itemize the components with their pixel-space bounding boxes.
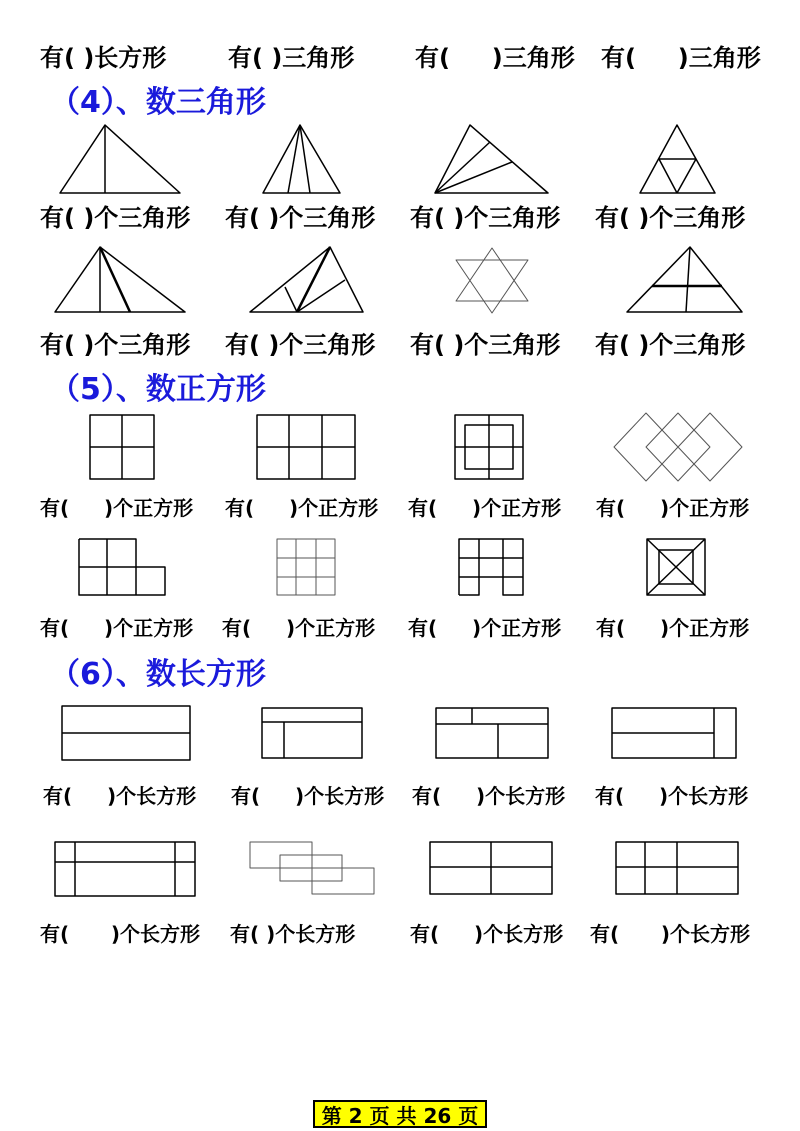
- square-figure-6: [275, 537, 339, 599]
- triangle-figure-5: [50, 242, 190, 317]
- square-figure-5: [77, 537, 169, 599]
- s4-r1-label-4: 有( )个三角形: [595, 204, 746, 232]
- s6-r1-label-1: 有( )个长方形: [43, 784, 197, 808]
- s6-r1-label-4: 有( )个长方形: [595, 784, 749, 808]
- s6-r2-label-2: 有( )个长方形: [230, 922, 356, 946]
- rectangle-figure-8: [614, 840, 742, 898]
- rectangle-figure-5: [53, 840, 198, 898]
- s4-r1-label-1: 有( )个三角形: [40, 204, 191, 232]
- top-label-3: 有( )三角形: [415, 44, 575, 72]
- diamond-figure: [608, 408, 748, 488]
- rectangle-figure-7: [428, 840, 556, 898]
- s6-r2-label-3: 有( )个长方形: [410, 922, 564, 946]
- s4-r2-label-4: 有( )个三角形: [595, 331, 746, 359]
- triangle-figure-1: [55, 120, 190, 200]
- rectangle-figure-6: [248, 840, 378, 898]
- top-label-4: 有( )三角形: [601, 44, 761, 72]
- rectangle-figure-4: [610, 706, 740, 760]
- triangle-figure-2: [258, 120, 348, 200]
- s5-r2-label-3: 有( )个正方形: [408, 616, 562, 640]
- s5-r1-label-3: 有( )个正方形: [408, 496, 562, 520]
- s5-r1-label-4: 有( )个正方形: [596, 496, 750, 520]
- s5-r1-label-2: 有( )个正方形: [225, 496, 379, 520]
- square-figure-7: [457, 537, 527, 599]
- top-label-1: 有( )长方形: [40, 44, 167, 72]
- s4-r1-label-3: 有( )个三角形: [410, 204, 561, 232]
- s5-r1-label-1: 有( )个正方形: [40, 496, 194, 520]
- s6-r2-label-1: 有( )个长方形: [40, 922, 201, 946]
- square-figure-1: [88, 413, 158, 483]
- square-figure-3: [453, 413, 528, 483]
- rectangle-figure-2: [260, 706, 365, 760]
- rectangle-figure-1: [60, 704, 194, 762]
- square-figure-8: [645, 537, 710, 599]
- s4-r2-label-2: 有( )个三角形: [225, 331, 376, 359]
- triangle-figure-3: [430, 120, 555, 200]
- s6-r1-label-3: 有( )个长方形: [412, 784, 566, 808]
- rectangle-figure-3: [434, 706, 552, 760]
- s6-r1-label-2: 有( )个长方形: [231, 784, 385, 808]
- page-number-footer: 第 2 页 共 26 页: [313, 1100, 487, 1128]
- top-label-2: 有( )三角形: [228, 44, 355, 72]
- section5-title: （5）、数正方形: [50, 372, 266, 407]
- triangle-figure-4: [635, 120, 725, 200]
- section4-title: （4）、数三角形: [50, 85, 266, 120]
- s4-r2-label-3: 有( )个三角形: [410, 331, 561, 359]
- s4-r2-label-1: 有( )个三角形: [40, 331, 191, 359]
- s4-r1-label-2: 有( )个三角形: [225, 204, 376, 232]
- s5-r2-label-4: 有( )个正方形: [596, 616, 750, 640]
- section6-title: （6）、数长方形: [50, 657, 266, 692]
- s5-r2-label-2: 有( )个正方形: [222, 616, 376, 640]
- triangle-figure-6: [245, 242, 370, 317]
- triangle-figure-8: [622, 242, 747, 317]
- s6-r2-label-4: 有( )个长方形: [590, 922, 751, 946]
- star-figure: [450, 243, 535, 318]
- s5-r2-label-1: 有( )个正方形: [40, 616, 194, 640]
- square-figure-2: [255, 413, 360, 483]
